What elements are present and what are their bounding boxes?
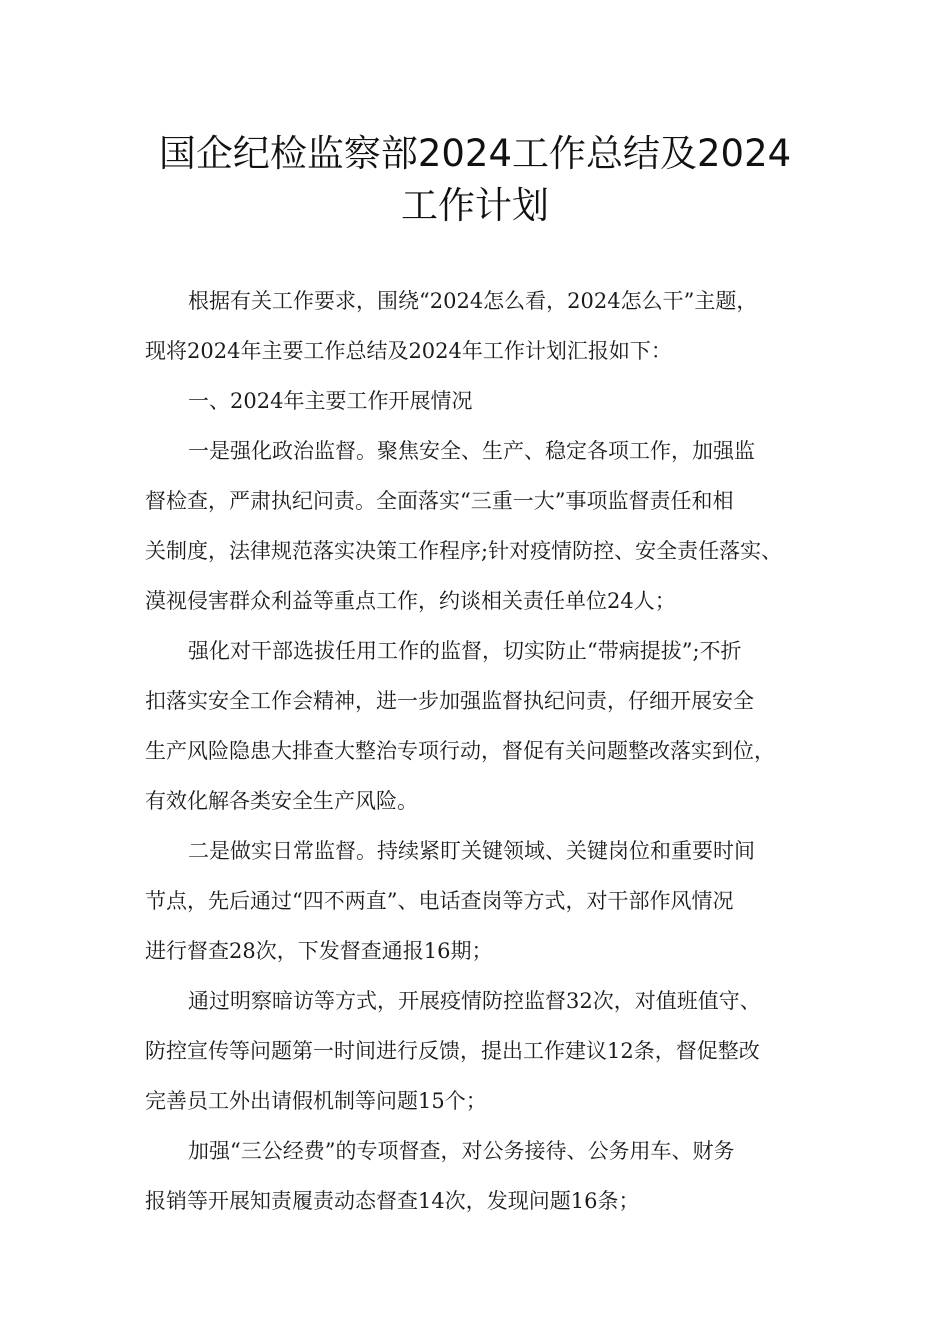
section-heading: 一、2024年主要工作开展情况 [188,389,473,413]
body-line: 强化对干部选拔任用工作的监督，切实防止“带病提拔”;不折 [188,639,742,663]
body-line: 关制度，法律规范落实决策工作程序;针对疫情防控、安全责任落实、 [145,539,783,563]
body-line: 生产风险隐患大排查大整治专项行动，督促有关问题整改落实到位， [145,739,775,763]
body-line: 节点，先后通过“四不两直”、电话查岗等方式，对干部作风情况 [145,889,734,913]
body-line: 扣落实安全工作会精神，进一步加强监督执纪问责，仔细开展安全 [145,689,754,713]
document-title-line-1: 国企纪检监察部2024工作总结及2024 [158,132,792,175]
body-line: 报销等开展知责履责动态督查14次，发现问题16条； [145,1189,640,1213]
body-line: 完善员工外出请假机制等问题15个； [145,1089,487,1113]
body-line: 二是做实日常监督。持续紧盯关键领域、关键岗位和重要时间 [188,839,755,863]
body-line: 漠视侵害群众利益等重点工作，约谈相关责任单位24人； [145,589,676,613]
body-line: 防控宣传等问题第一时间进行反馈，提出工作建议12条，督促整改 [145,1039,760,1063]
body-line: 进行督查28次，下发督查通报16期； [145,939,493,963]
document-title-line-2: 工作计划 [401,184,549,227]
body-line: 有效化解各类安全生产风险。 [145,789,418,813]
body-line: 通过明察暗访等方式，开展疫情防控监督32次，对值班值守、 [188,989,761,1013]
body-line: 加强“三公经费”的专项督查，对公务接待、公务用车、财务 [188,1139,735,1163]
body-line: 督检查，严肃执纪问责。全面落实“三重一大”事项监督责任和相 [145,489,734,513]
body-line: 根据有关工作要求，围绕“2024怎么看，2024怎么干”主题， [188,289,758,313]
body-line: 现将2024年主要工作总结及2024年工作计划汇报如下： [145,339,672,363]
body-line: 一是强化政治监督。聚焦安全、生产、稳定各项工作，加强监 [188,439,755,463]
